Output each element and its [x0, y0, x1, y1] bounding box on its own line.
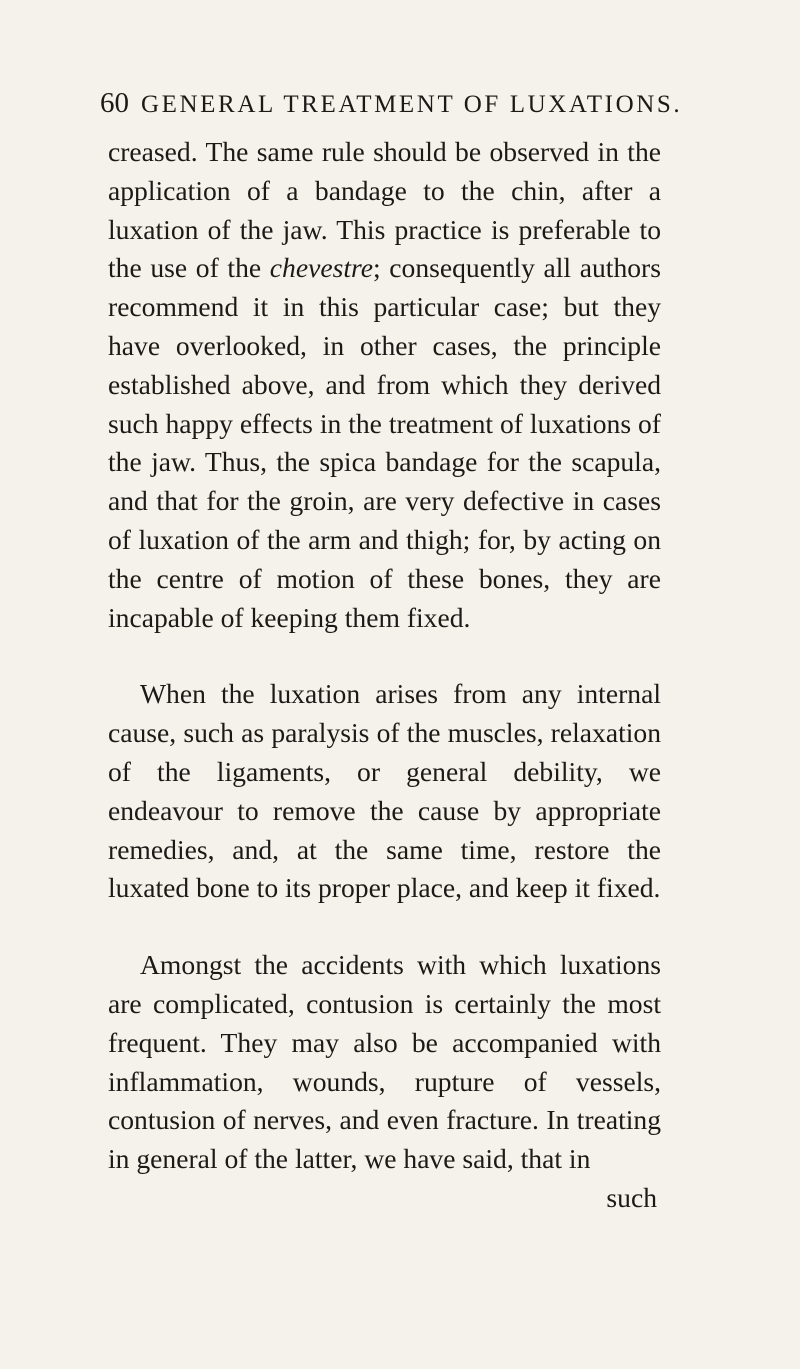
paragraph-1-text-end: ; consequently all authors recommend it in this particular case; but they have overlooked, in other cases, the principle established above, and from which they derived such happy effects in the treatment of luxations of the jaw. Thus, the spica bandage for the scapula, and that for the groin, are very defective in cases of luxation of the arm and thigh; for, by acting on the centre of motion of these bones, they are incapable of keeping them fixed. [108, 252, 661, 633]
paragraph-1-text-start: creased. The same rule should be observed in the application of a bandage to the chin, after a luxation of the jaw. This practice is preferable to the use of the [108, 136, 661, 284]
italic-term-chevestre: chevestre [269, 252, 373, 284]
running-title: GENERAL TREATMENT OF LUXATIONS. [141, 91, 683, 118]
paragraph-internal-cause: When the luxation arises from any internal cause, such as paralysis of the muscles, relaxation of the ligaments, or general debility, we endeavour to remove the cause by appropriate remedies, and, at the same time, restore the luxated bone to its proper place, and keep it fixed. [108, 678, 661, 904]
running-header [100, 87, 683, 120]
page-number: 60 [100, 87, 129, 119]
body-text [108, 133, 661, 1218]
paragraph-continued [108, 133, 661, 637]
catchword: such [606, 1181, 657, 1213]
paragraph-complications: Amongst the accidents with which luxations are complicated, contusion is certainly the most frequent. They may also be accompanied with inflammation, wounds, rupture of vessels, contusion of nerves, and even fracture. In treating in general of the latter, we have said, that in [108, 949, 661, 1175]
